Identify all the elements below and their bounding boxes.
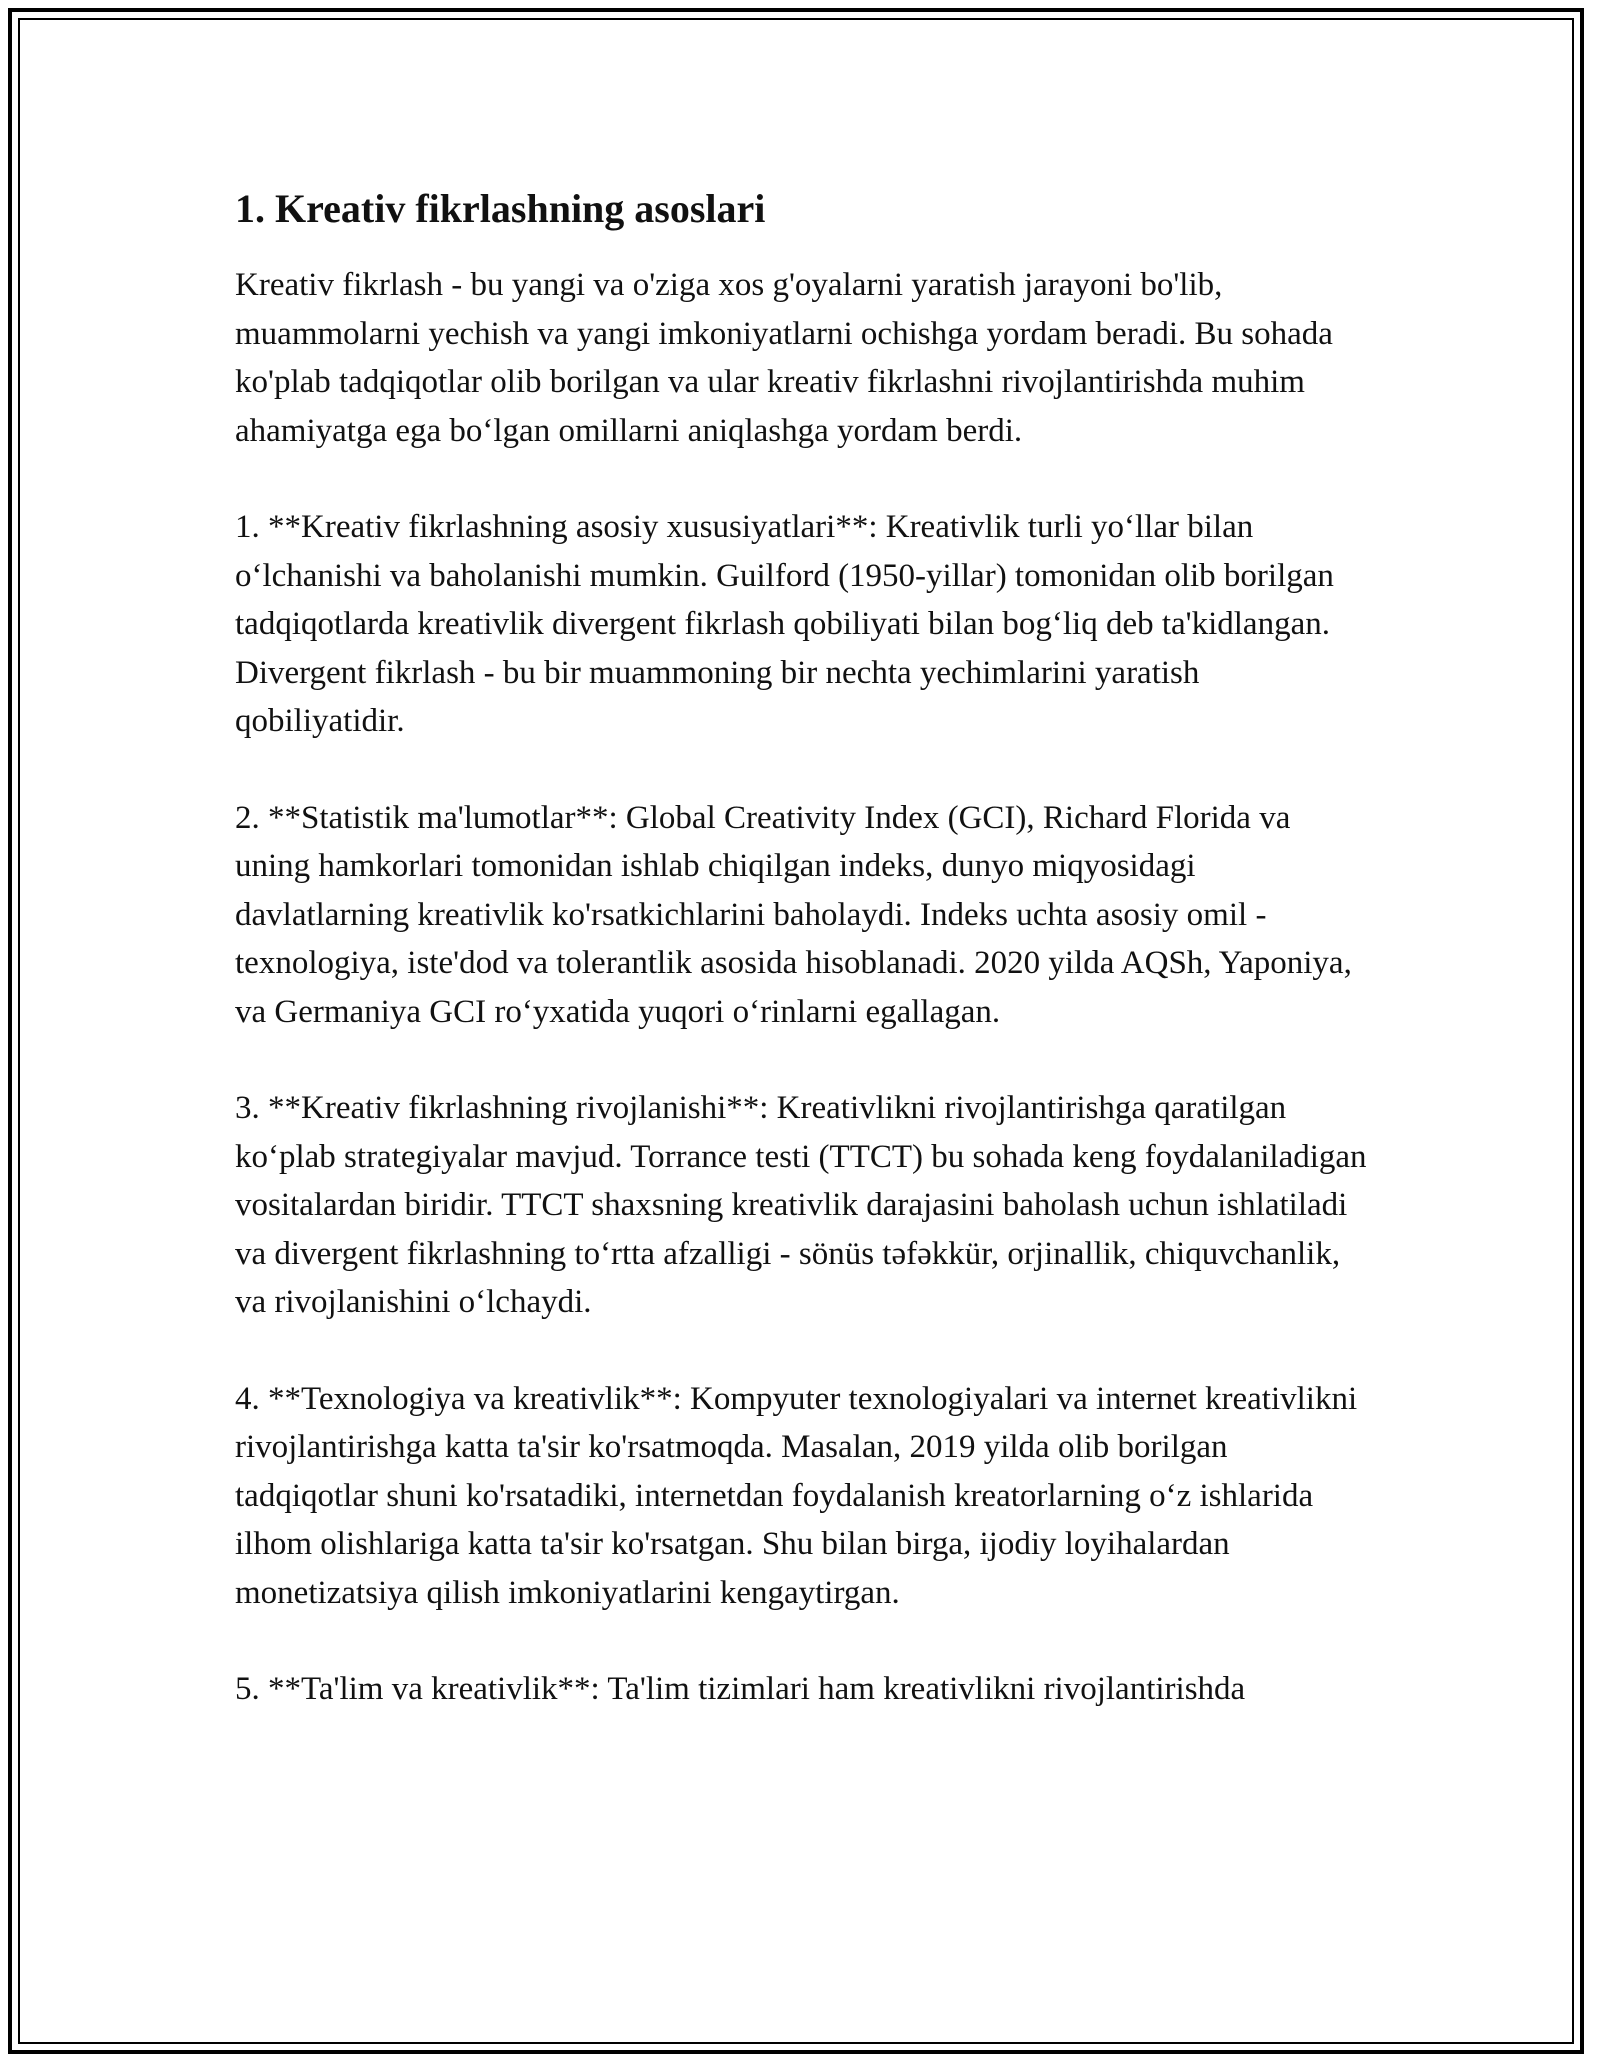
list-item-2-paragraph: 2. **Statistik ma'lumotlar**: Global Creativity Index (GCI), Richard Florida va uning hamkorlari tomonidan ishlab chiqilgan indeks, dunyo miqyosidagi davlatlarning kreativlik ko'rsatkichlarini baholaydi. Indeks uchta asosiy omil - texnologiya, iste'dod va tolerantlik asosida hisoblanadi. 2020 yilda AQSh, Yaponiya, va Germaniya GCI ro‘yxatida yuqori o‘rinlarni egallagan. [235,799,1352,1030]
list-item-5-paragraph: 5. **Ta'lim va kreativlik**: Ta'lim tizimlari ham kreativlikni rivojlantirishda [235,1671,1246,1707]
list-item-4-paragraph: 4. **Texnologiya va kreativlik**: Kompyuter texnologiyalari va internet kreativlikni rivojlantirishga katta ta'sir ko'rsatmoqda. Masalan, 2019 yilda olib borilgan tadqiqotlar shuni ko'rsatadiki, internetdan foydalanish kreatorlarning o‘z ishlarida ilhom olishlariga katta ta'sir ko'rsatgan. Shu bilan birga, ijodiy loyihalardan monetizatsiya qilish imkoniyatlarini kengaytirgan. [235,1380,1358,1611]
document-body [235,185,1370,1762]
list-item-3-paragraph: 3. **Kreativ fikrlashning rivojlanishi**: Kreativlikni rivojlantirishga qaratilgan ko‘plab strategiyalar mavjud. Torrance testi (TTCT) bu sohada keng foydalaniladigan vositalardan biridir. TTCT shaxsning kreativlik darajasini baholash uchun ishlatiladi va divergent fikrlashning to‘rtta afzalligi - sönüs təfəkkür, orjinallik, chiquvchanlik, va rivojlanishini o‘lchaydi. [235,1090,1367,1320]
intro-paragraph: Kreativ fikrlash - bu yangi va o'ziga xos g'oyalarni yaratish jarayoni bo'lib, muammolarni yechish va yangi imkoniyatlarni ochishga yordam beradi. Bu sohada ko'plab tadqiqotlar olib borilgan va ular kreativ fikrlashni rivojlantirishda muhim ahamiyatga ega bo‘lgan omillarni aniqlashga yordam berdi. [235,267,1333,449]
section-heading: 1. Kreativ fikrlashning asoslari [235,186,766,231]
list-item-1-paragraph: 1. **Kreativ fikrlashning asosiy xususiyatlari**: Kreativlik turli yo‘llar bilan o‘lchanishi va baholanishi mumkin. Guilford (1950-yillar) tomonidan olib borilgan tadqiqotlarda kreativlik divergent fikrlash qobiliyati bilan bog‘liq deb ta'kidlangan. Divergent fikrlash - bu bir muammoning bir nechta yechimlarini yaratish qobiliyatidir. [235,509,1334,739]
